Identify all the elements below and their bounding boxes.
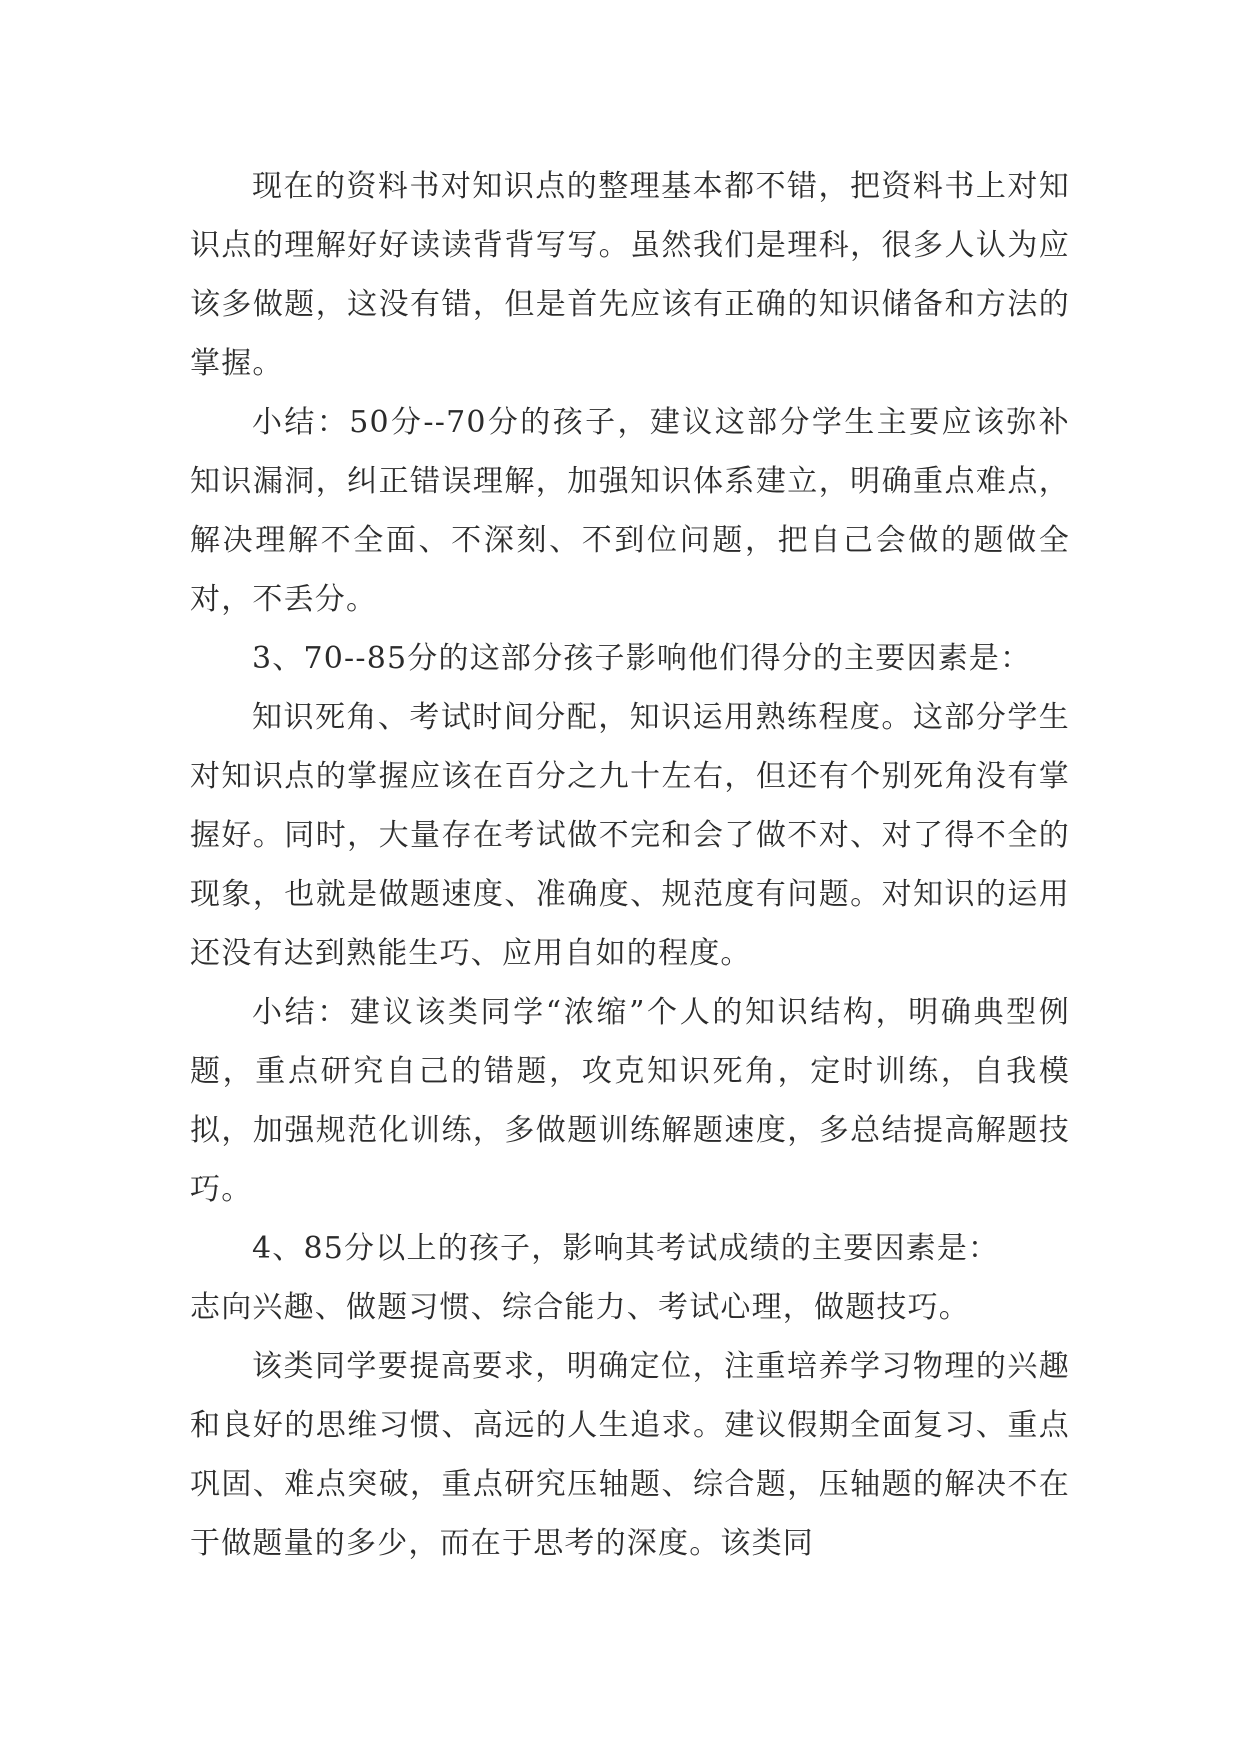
- document-body: [190, 157, 1070, 1573]
- paragraph-factors-85-plus: 志向兴趣、做题习惯、综合能力、考试心理，做题技巧。: [190, 1290, 970, 1325]
- paragraph-heading-70-85: 3、70--85分的这部分孩子影响他们得分的主要因素是：: [252, 641, 1032, 676]
- paragraph-heading-85-plus: 4、85分以上的孩子，影响其考试成绩的主要因素是：: [252, 1231, 1000, 1266]
- paragraph-summary-70-85: 小结：建议该类同学“浓缩”个人的知识结构，明确典型例题，重点研究自己的错题，攻克知识死角，定时训练，自我模拟，加强规范化训练，多做题训练解题速度，多总结提高解题技巧。: [190, 995, 1070, 1207]
- paragraph-factors-70-85: 知识死角、考试时间分配，知识运用熟练程度。这部分学生对知识点的掌握应该在百分之九十左右，但还有个别死角没有掌握好。同时，大量存在考试做不完和会了做不对、对了得不全的现象，也就是做题速度、准确度、规范度有问题。对知识的运用还没有达到熟能生巧、应用自如的程度。: [190, 700, 1070, 971]
- paragraph-summary-50-70: 小结：50分--70分的孩子，建议这部分学生主要应该弥补知识漏洞，纠正错误理解，加强知识体系建立，明确重点难点，解决理解不全面、不深刻、不到位问题，把自己会做的题做全对，不丢分。: [190, 405, 1070, 617]
- paragraph-study-materials: 现在的资料书对知识点的整理基本都不错，把资料书上对知识点的理解好好读读背背写写。虽然我们是理科，很多人认为应该多做题，这没有错，但是首先应该有正确的知识储备和方法的掌握。: [190, 169, 1070, 381]
- paragraph-advice-85-plus: 该类同学要提高要求，明确定位，注重培养学习物理的兴趣和良好的思维习惯、高远的人生追求。建议假期全面复习、重点巩固、难点突破，重点研究压轴题、综合题，压轴题的解决不在于做题量的多少，而在于思考的深度。该类同: [190, 1349, 1070, 1561]
